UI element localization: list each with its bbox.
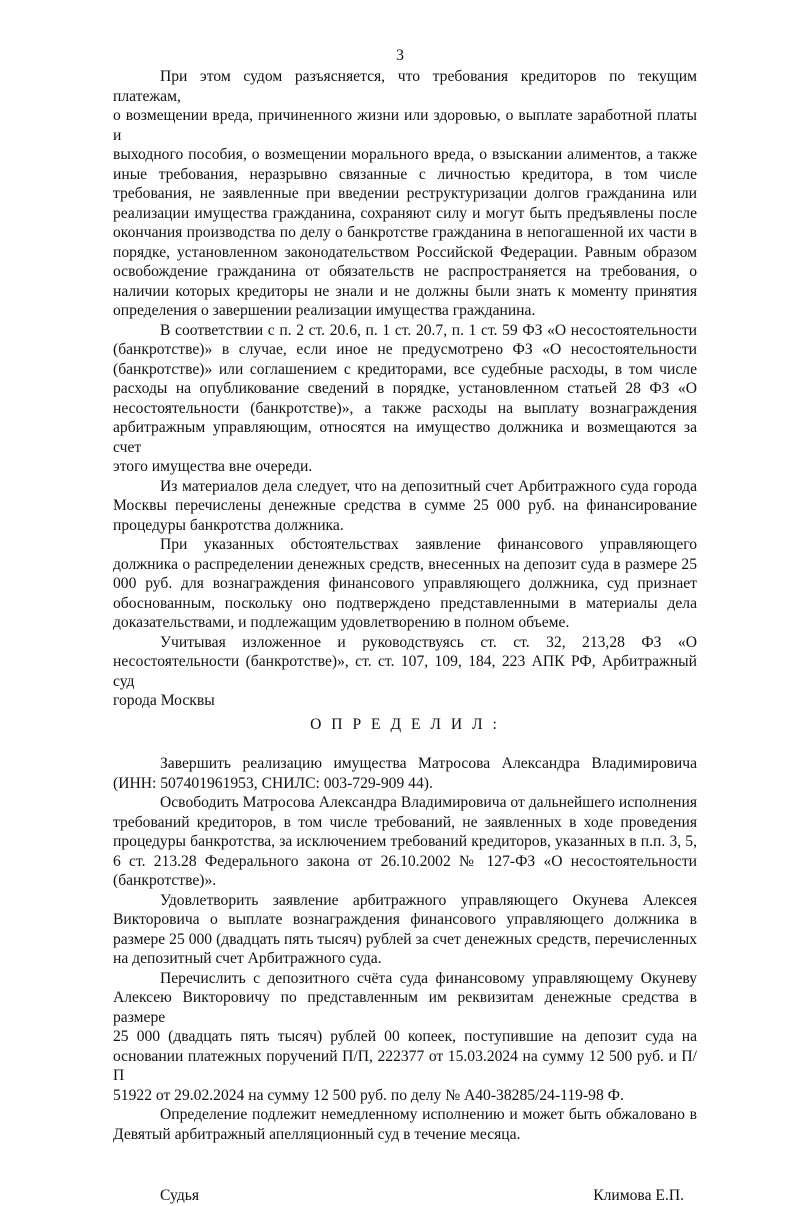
- paragraph: [113, 1105, 697, 1144]
- ruling-heading: О П Р Е Д Е Л И Л :: [310, 715, 500, 733]
- text-line: При этом судом разъясняется, что требования кредиторов по текущим платежам,: [113, 68, 697, 105]
- text-line: Из материалов дела следует, что на депозитный счет Арбитражного суда города: [160, 477, 697, 495]
- text-line: 25 000 (двадцать пять тысяч) рублей 00 копеек, поступившие на депозит суда на: [113, 1028, 697, 1045]
- text-line: Москвы перечислены денежные средства в сумме 25 000 руб. на финансирование: [113, 497, 697, 514]
- text-line: иные требования, неразрывно связанные с личностью кредитора, в том числе: [113, 165, 697, 183]
- text-line: В соответствии с п. 2 ст. 20.6, п. 1 ст. 20.7, п. 1 ст. 59 ФЗ «О несостоятельности: [160, 321, 697, 339]
- text-line: несостоятельности (банкротстве)», а также расходы на выплату вознаграждения: [113, 399, 697, 417]
- text-line: расходы на опубликование сведений в порядке, установленном статьей 28 ФЗ «О: [113, 380, 697, 397]
- paragraph: [113, 67, 697, 321]
- text-line: Девятый арбитражный апелляционный суд в течение месяца.: [113, 1125, 521, 1143]
- text-line: этого имущества вне очереди.: [113, 458, 313, 475]
- text-line: (ИНН: 507401961953, СНИЛС: 003-729-909 44).: [113, 774, 433, 792]
- text-line: освобождение гражданина от обязательств не распространяется на требования, о: [113, 263, 697, 280]
- text-line: требований кредиторов, в том числе требований, не заявленных в ходе проведения: [113, 813, 697, 831]
- signature-block: [160, 1186, 684, 1206]
- text-line: арбитражным управляющим, относятся на имущество должника и возмещаются за счет: [113, 419, 697, 456]
- text-line: При указанных обстоятельствах заявление финансового управляющего: [160, 536, 697, 553]
- document-body: [113, 67, 697, 1144]
- judge-name: Климова Е.П.: [593, 1187, 684, 1204]
- ruling-section: [113, 754, 697, 1144]
- text-line: 6 ст. 213.28 Федерального закона от 26.10.2002 № 127-ФЗ «О несостоятельности: [113, 852, 697, 870]
- paragraph: [113, 754, 697, 793]
- paragraph: [113, 535, 697, 633]
- text-line: Освободить Матросова Александра Владимировича от дальнейшего исполнения: [160, 794, 697, 811]
- text-line: наличии которых кредиторы не знали и не должны были знать к моменту принятия: [113, 282, 697, 300]
- text-line: доказательствами, и подлежащим удовлетворению в полном объеме.: [113, 614, 570, 631]
- paragraph: [113, 633, 697, 711]
- text-line: несостоятельности (банкротстве)», ст. ст. 107, 109, 184, 223 АПК РФ, Арбитражный суд: [113, 653, 697, 690]
- paragraph: [113, 891, 697, 969]
- text-line: Алексею Викторовичу по представленным им реквизитам денежные средства в размере: [113, 989, 697, 1026]
- text-line: реализации имущества гражданина, сохраняют силу и могут быть предъявлены после: [113, 204, 697, 222]
- text-line: процедуры банкротства должника.: [113, 516, 344, 534]
- text-line: 000 руб. для вознаграждения финансового управляющего должника, суд признает: [113, 575, 697, 592]
- paragraph: [113, 969, 697, 1106]
- text-line: 51922 от 29.02.2024 на сумму 12 500 руб. по делу № А40-38285/24-119-98 Ф.: [113, 1086, 624, 1104]
- text-line: Викторовича о выплате вознаграждения финансового управляющего должника в: [113, 911, 697, 928]
- paragraph: [113, 321, 697, 477]
- text-line: Завершить реализацию имущества Матросова Александра Владимировича: [160, 755, 697, 772]
- text-line: требования, не заявленные при введении реструктуризации долгов гражданина или: [113, 185, 697, 202]
- text-line: Перечислить с депозитного счёта суда финансовому управляющему Окуневу: [160, 969, 697, 987]
- judge-title: Судья: [160, 1187, 200, 1204]
- text-line: определения о завершении реализации имущества гражданина.: [113, 302, 536, 319]
- text-line: основании платежных поручений П/П, 222377 от 15.03.2024 на сумму 12 500 руб. и П/П: [113, 1047, 697, 1084]
- paragraph: [113, 477, 697, 536]
- text-line: окончания производства по делу о банкротстве гражданина в непогашенной их части в: [113, 224, 697, 241]
- text-line: (банкротстве)».: [113, 872, 217, 889]
- text-line: должника о распределении денежных средств, внесенных на депозит суда в размере 25: [113, 555, 697, 573]
- text-line: Удовлетворить заявление арбитражного управляющего Окунева Алексея: [160, 891, 697, 909]
- text-line: выходного пособия, о возмещении морального вреда, о взыскании алиментов, а также: [113, 146, 697, 163]
- text-line: (банкротстве)» в случае, если иное не предусмотрено ФЗ «О несостоятельности: [113, 341, 697, 358]
- text-line: о возмещении вреда, причиненного жизни или здоровью, о выплате заработной платы и: [113, 107, 697, 144]
- text-line: обоснованным, поскольку оно подтверждено представленными в материалы дела: [113, 594, 697, 612]
- paragraph: [113, 793, 697, 891]
- text-line: размере 25 000 (двадцать пять тысяч) рублей за счет денежных средств, перечисленных: [113, 930, 697, 948]
- text-line: города Москвы: [113, 692, 215, 709]
- text-line: Учитывая изложенное и руководствуясь ст. ст. 32, 213,28 ФЗ «О: [160, 633, 697, 651]
- text-line: на депозитный счет Арбитражного суда.: [113, 950, 382, 967]
- reasoning-section: [113, 67, 697, 711]
- text-line: Определение подлежит немедленному исполнению и может быть обжаловано в: [160, 1106, 697, 1123]
- spacer: [113, 734, 697, 754]
- page-number: 3: [396, 47, 404, 64]
- text-line: порядке, установленном законодательством Российской Федерации. Равным образом: [113, 243, 697, 261]
- text-line: (банкротстве)» или соглашением с кредиторами, все судебные расходы, в том числе: [113, 360, 697, 378]
- text-line: процедуры банкротства, за исключением требований кредиторов, указанных в п.п. 3, 5,: [113, 833, 697, 850]
